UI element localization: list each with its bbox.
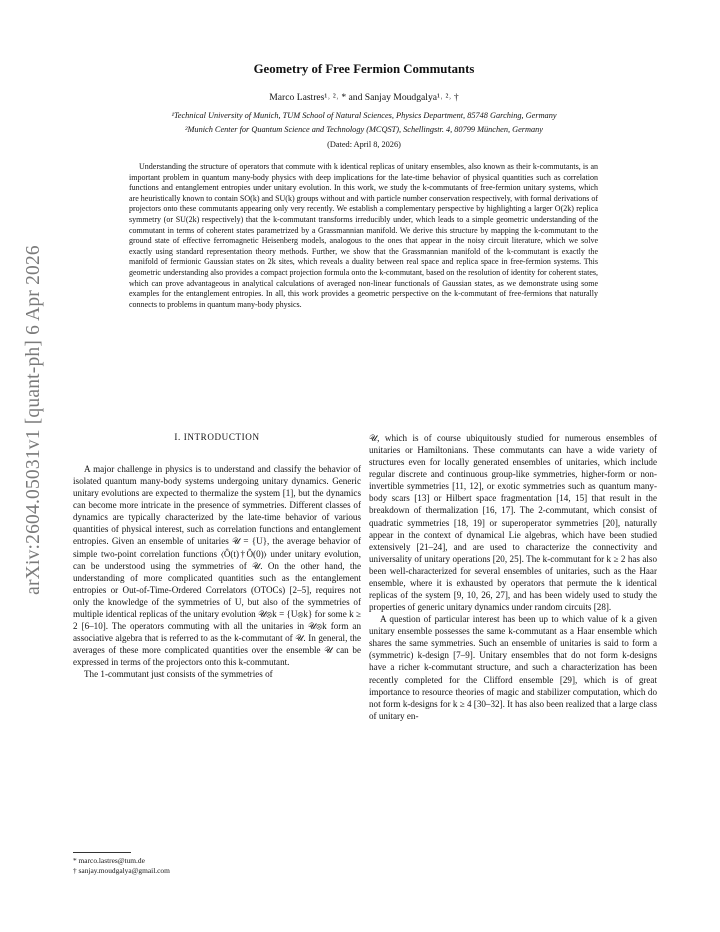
footnote-email-1[interactable]: * marco.lastres@tum.de (73, 856, 145, 865)
footnote-divider (73, 852, 131, 853)
arxiv-identifier-sidebar (24, 210, 44, 630)
left-paragraph-1: A major challenge in physics is to understand and classify the behavior of isolated quantum many-body systems undergoing unitary dynamics. Generic unitary evolutions are expected to thermalize the system [1], but the dynamics can become more intricate in the presence of symmetries. Different classes of dynamics are typically characterized by the late-time behavior of various quantities of physical interest, such as correlation functions and entanglement entropies. Given an ensemble of unitaries 𝒰 = {U}, the average behavior of simple two-point correlation functions ⟨Ô(t)†Ô(0)⟩ under unitary evolution, can be understood using the symmetries of 𝒰. On the other hand, the understanding of more complicated quantities such as the entanglement entropies or Out-of-Time-Ordered Correlators (OTOCs) [2–5], requires not only the knowledge of the symmetries of U, but also of the symmetries of multiple identical replicas of the unitary evolution 𝒰⊗k = {U⊗k} for some k ≥ 2 [6–10]. The operators commuting with all the unitaries in 𝒰⊗k form an associative algebra that is referred to as the k-commutant of 𝒰. In general, the averages of these more complicated quantities over the ensemble 𝒰 can be expressed in terms of the projectors onto this k-commutant. (73, 464, 361, 668)
right-paragraph-2: A question of particular interest has been up to which value of k a given unitary ensemble possesses the same k-commutant as a Haar ensemble which shares the same symmetries. Such an ensemble of unitaries is said to form a (symmetric) k-design [7–9]. Unitary ensembles that do not form k-designs have a richer k-commutant structure, and such a characterization has been recently completed for the Clifford ensemble [29], which is of great importance to resource theories of magic and stabilizer computation, which do not form k-designs for k ≥ 4 [30–32]. It has also been realized that a large class of unitary en- (369, 614, 657, 721)
left-column (73, 463, 361, 680)
left-paragraph-2: The 1-commutant just consists of the symmetries of (84, 669, 273, 680)
affiliation-1: ¹Technical University of Munich, TUM School of Natural Sciences, Physics Department, 85748 Garching, Germany (171, 111, 557, 120)
footnotes (73, 856, 361, 877)
author-list: Marco Lastres¹˒ ²˒ * and Sanjay Moudgalya¹˒ ²˒ † (269, 92, 459, 103)
right-column (369, 432, 657, 722)
right-paragraph-1: 𝒰, which is of course ubiquitously studied for numerous ensembles of unitaries or Hamiltonians. These commutants can have a wide variety of structures even for locally generated ensembles of unitaries, which include regular discrete and continuous group-like symmetries, higher-form or non-invertible symmetries [11, 12], or exotic symmetries such as quantum many-body scars [13] or Hilbert space fragmentation [14, 15] that result in the breakdown of thermalization [16, 17]. The 2-commutant, which consist of quadratic symmetries [18, 19] or superoperator symmetries [20], naturally appear in the context of dynamical Lie algebras, which have been studied extensively [21–24], and are used to characterize the connectivity and universality of unitary operations [20, 25]. The k-commutant for k ≥ 2 has also been well-characterized for several ensembles of unitaries, such as the Haar ensemble, where it is exhausted by operators that permute the k identical replicas of the system [9, 10, 26, 27], and has been widely used to study the properties of generic unitary dynamics under random circuits [28]. (369, 433, 657, 613)
footnote-email-2[interactable]: † sanjay.moudgalya@gmail.com (73, 866, 170, 876)
affiliation-2: ²Munich Center for Quantum Science and Technology (MCQST), Schellingstr. 4, 80799 München, Germany (185, 125, 543, 134)
paper-title: Geometry of Free Fermion Commutants (253, 62, 475, 76)
section-heading-introduction: I. INTRODUCTION (174, 432, 260, 442)
abstract: Understanding the structure of operators that commute with k identical replicas of unitary ensembles, also known as their k-commutants, is an important problem in quantum many-body physics with deep implications for the late-time behavior of physical quantities such as correlation functions and entanglement entropies under unitary evolution. In this work, we study the k-commutants of free-fermion unitary systems, which are heuristically known to contain SO(k) and SU(k) groups without and with particle number conservation respectively, with formal derivations of projectors onto these commutants appearing only very recently. We establish a complementary perspective by highlighting a larger O(2k) replica symmetry (or SU(2k) respectively) that the k-commutant transforms irreducibly under, which leads to a simple geometric understanding of the commutant in terms of coherent states parametrized by a Grassmannian manifold. We derive this structure by mapping the k-commutant to the ground state of effective ferromagnetic Heisenberg models, analogous to the ones that appear in the noisy circuit literature, which we solve exactly using standard representation theory methods. Further, we show that the Grassmannian manifold of the k-commutant is exactly the manifold of fermionic Gaussian states on 2k sites, which reveals a duality between real space and replica space in free-fermion systems. This geometric understanding also provides a compact projection formula onto the k-commutant, based on the resolution of identity for coherent states, which can prove advantageous in analytical calculations of averaged non-linear functionals of Gaussian states, as we demonstrate using some examples for the entanglement entropies. In all, this work provides a geometric perspective on the k-commutant of free-fermions that naturally connects to problems in quantum many-body physics. (129, 162, 598, 309)
arxiv-identifier-text: arXiv:2604.05031v1 [quant-ph] 6 Apr 2026 (23, 245, 44, 595)
date-line: (Dated: April 8, 2026) (327, 140, 401, 149)
